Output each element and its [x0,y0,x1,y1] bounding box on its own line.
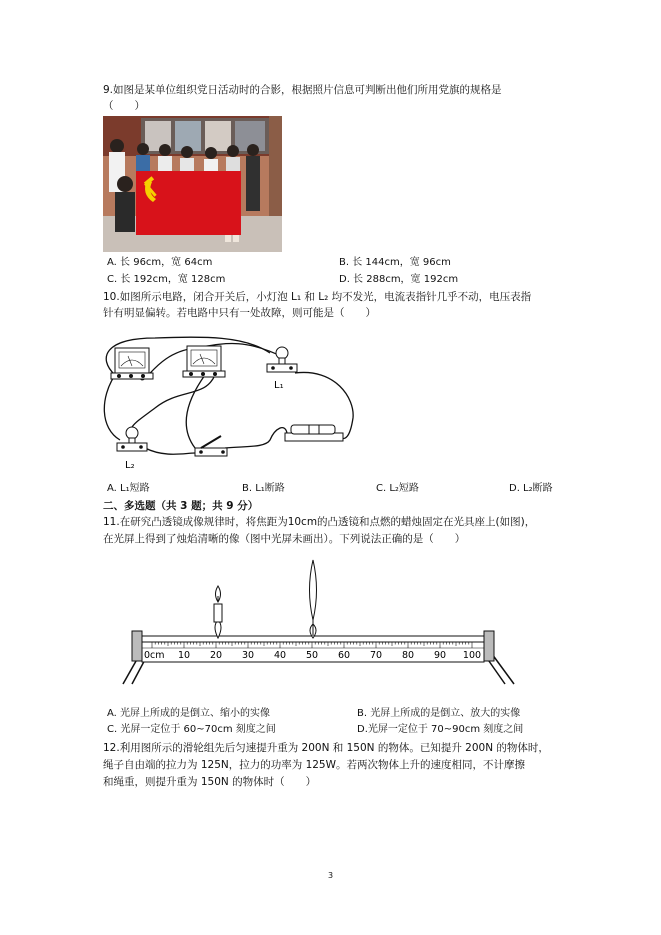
bulb-l1 [267,347,297,372]
q12-stem-line3: 和绳重，则提升重为 150N 的物体时（ ） [103,776,317,788]
circuit-diagram [95,328,365,478]
ruler-tick-label: 100 [462,650,482,661]
q10-option-d: D. L₂断路 [509,483,553,494]
q11-option-a: A. 光屏上所成的是倒立、缩小的实像 [107,708,271,719]
q11-stem-line2: 在光屏上得到了烛焰清晰的像（图中光屏未画出）。下列说法正确的是（ ） [103,533,466,545]
candle [214,586,222,638]
ruler-tick-label: 70 [369,650,383,661]
ruler-tick-label: 30 [241,650,255,661]
q9-stem-line2: （ ） [103,100,145,112]
q11-stem-line1: 11.在研究凸透镜成像规律时，将焦距为10cm的凸透镜和点燃的蜡烛固定在光具座上(如图)， [103,516,536,528]
meter-1 [111,348,153,379]
q9-stem-line1: 9.如图是某单位组织党日活动时的合影，根据照片信息可判断出他们所用党旗的规格是 [103,84,502,96]
ruler-tick-label: 90 [433,650,447,661]
q10-option-a: A. L₁短路 [107,483,150,494]
ruler-tick-label: 0cm [144,650,165,661]
ruler-tick-label: 10 [177,650,191,661]
q9-option-d: D. 长 288cm，宽 192cm [339,274,459,285]
q10-stem-line1: 10.如图所示电路，闭合开关后，小灯泡 L₁ 和 L₂ 均不发光，电流表指针几乎不动，电压表指 [103,291,532,303]
ruler-tick-label: 20 [209,650,223,661]
group-photo-illustration [103,116,282,252]
battery [285,425,343,441]
q11-option-c: C. 光屏一定位于 60~70cm 刻度之间 [107,724,276,735]
optical-bench [120,556,520,691]
q10-option-b: B. L₁断路 [242,483,285,494]
label-l1: L₁ [274,380,284,391]
q10-circuit-figure [95,328,365,478]
q11-option-d: D.光屏一定位于 70~90cm 刻度之间 [357,724,524,735]
q9-group-photo [103,116,282,252]
switch [195,436,227,456]
q12-stem-line1: 12.利用图所示的滑轮组先后匀速提升重为 200N 和 150N 的物体。已知提升 200N 的物体时， [103,742,549,754]
convex-lens [310,560,317,638]
ruler-tick-label: 50 [305,650,319,661]
q9-option-c: C. 长 192cm，宽 128cm [107,274,226,285]
meter-2 [183,346,225,377]
q11-option-b: B. 光屏上所成的是倒立、放大的实像 [357,708,521,719]
q9-option-b: B. 长 144cm，宽 96cm [339,257,451,268]
q10-stem-line2: 针有明显偏转。若电路中只有一处故障，则可能是（ ） [103,307,376,319]
q10-option-c: C. L₂短路 [376,483,419,494]
ruler-tick-label: 80 [401,650,415,661]
q12-stem-line2: 绳子自由端的拉力为 125N，拉力的功率为 125W。若两次物体上升的速度相同，不计摩擦 [103,759,525,771]
page-number: 3 [327,871,334,880]
label-l2: L₂ [125,460,135,471]
section-heading: 二、多选题（共 3 题；共 9 分） [103,500,259,512]
ruler-tick-label: 40 [273,650,287,661]
q9-option-a: A. 长 96cm，宽 64cm [107,257,213,268]
q11-optical-bench-figure [120,556,520,691]
ruler-tick-label: 60 [337,650,351,661]
bulb-l2 [117,427,147,451]
